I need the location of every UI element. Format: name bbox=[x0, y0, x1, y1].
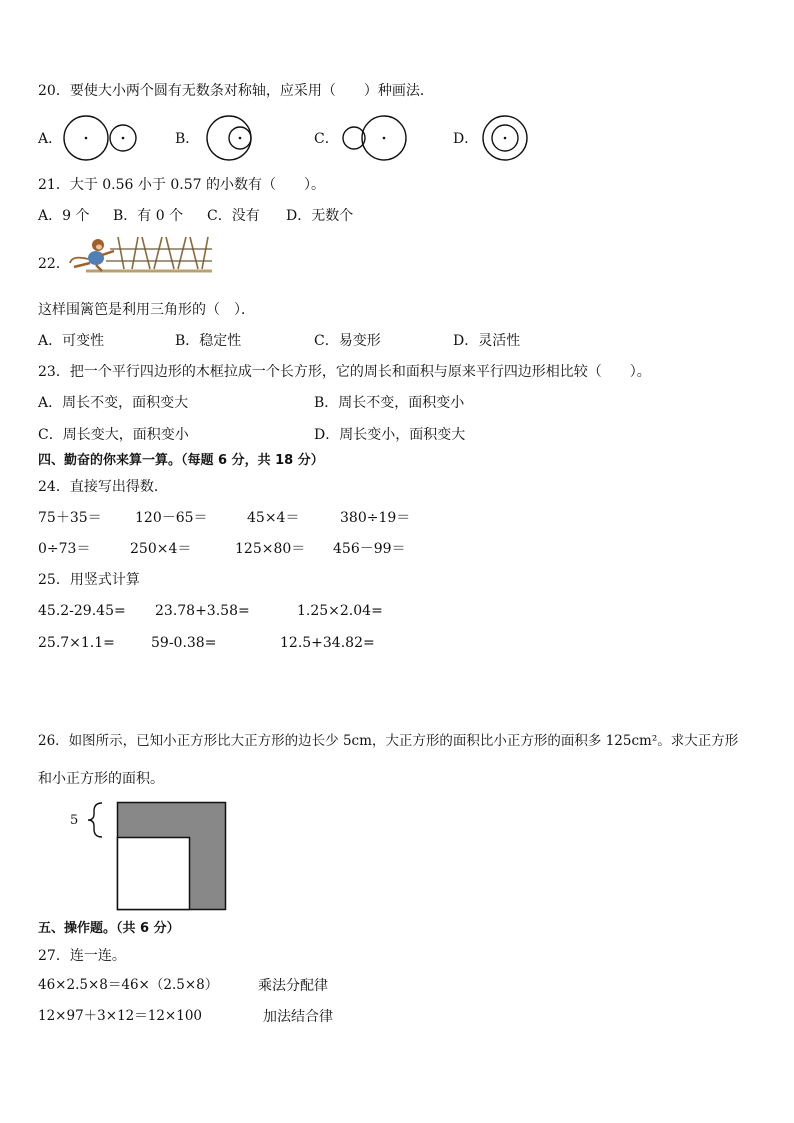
q27-right-item: 乘法分配律 bbox=[258, 978, 328, 994]
small-square bbox=[118, 838, 190, 910]
q26-stem-line2: 和小正方形的面积。 bbox=[38, 771, 164, 787]
q22-number: 22． bbox=[38, 256, 70, 272]
q27-left-item: 12×97＋3×12＝12×100 bbox=[38, 1008, 203, 1024]
q25-stem: 25．用竖式计算 bbox=[38, 572, 140, 588]
q23-option-d: D．周长变小，面积变大 bbox=[314, 427, 466, 443]
fence-monkey-illustration bbox=[66, 233, 214, 277]
section-4-heading: 四、勤奋的你来算一算。（每题 6 分，共 18 分） bbox=[38, 453, 324, 468]
q24-stem: 24．直接写出得数． bbox=[38, 479, 168, 495]
q26-figure-label: 5 bbox=[70, 813, 79, 828]
q20-option-b-figure bbox=[205, 114, 255, 162]
q23-option-c: C．周长变大，面积变小 bbox=[38, 427, 189, 443]
q23-stem: 23．把一个平行四边形的木框拉成一个长方形，它的周长和面积与原来平行四边形相比较（ ）。 bbox=[38, 364, 651, 380]
q22-option-b: B．稳定性 bbox=[175, 333, 242, 349]
q20-stem: 20．要使大小两个圆有无数条对称轴，应采用（ ）种画法． bbox=[38, 83, 434, 99]
q25-expr: 12.5+34.82= bbox=[280, 635, 375, 651]
q25-expr: 1.25×2.04= bbox=[297, 603, 383, 619]
q25-expr: 59-0.38= bbox=[151, 635, 217, 651]
q20-option-c-label: C． bbox=[314, 131, 339, 147]
q27-right-item: 加法结合律 bbox=[263, 1009, 333, 1025]
q22-option-d: D．灵活性 bbox=[453, 333, 521, 349]
brace-icon bbox=[88, 803, 102, 837]
q22-stem: 这样围篱笆是利用三角形的（ ）． bbox=[38, 302, 255, 318]
q23-option-a: A．周长不变，面积变大 bbox=[38, 395, 189, 411]
q24-expr: 125×80＝ bbox=[235, 541, 306, 557]
q22-option-c: C．易变形 bbox=[314, 333, 381, 349]
section-5-heading: 五、操作题。（共 6 分） bbox=[38, 921, 180, 936]
q24-expr: 456－99＝ bbox=[333, 541, 406, 557]
q20-option-d-figure bbox=[481, 114, 531, 162]
q26-stem-line1: 26．如图所示，已知小正方形比大正方形的边长少 5cm，大正方形的面积比小正方形的面积多 125cm²。求大正方形 bbox=[38, 733, 739, 749]
q21-option-d: D．无数个 bbox=[286, 208, 354, 224]
q25-expr: 25.7×1.1= bbox=[38, 635, 115, 651]
q23-option-b: B．周长不变，面积变小 bbox=[314, 395, 465, 411]
q26-squares-figure bbox=[80, 800, 230, 912]
q21-stem: 21．大于 0.56 小于 0.57 的小数有（ ）。 bbox=[38, 177, 325, 193]
q24-expr: 380÷19＝ bbox=[340, 510, 411, 526]
q21-option-a: A．9 个 bbox=[38, 208, 90, 224]
q25-expr: 45.2-29.45= bbox=[38, 603, 126, 619]
q25-expr: 23.78+3.58= bbox=[155, 603, 250, 619]
q24-expr: 120－65＝ bbox=[135, 510, 208, 526]
q24-expr: 75＋35＝ bbox=[38, 510, 102, 526]
q24-expr: 250×4＝ bbox=[130, 541, 192, 557]
q21-option-b: B．有 0 个 bbox=[113, 208, 184, 224]
q20-option-d-label: D． bbox=[453, 131, 479, 147]
q27-stem: 27．连一连。 bbox=[38, 948, 126, 964]
q21-option-c: C．没有 bbox=[207, 208, 260, 224]
q20-option-a-label: A． bbox=[38, 131, 63, 147]
q24-expr: 0÷73＝ bbox=[38, 541, 91, 557]
q27-left-item: 46×2.5×8＝46×（2.5×8） bbox=[38, 977, 219, 993]
q20-option-c-figure bbox=[340, 114, 410, 162]
q24-expr: 45×4＝ bbox=[247, 510, 300, 526]
q22-option-a: A．可变性 bbox=[38, 333, 105, 349]
q20-option-b-label: B． bbox=[175, 131, 200, 147]
q20-option-a-figure bbox=[62, 114, 138, 162]
